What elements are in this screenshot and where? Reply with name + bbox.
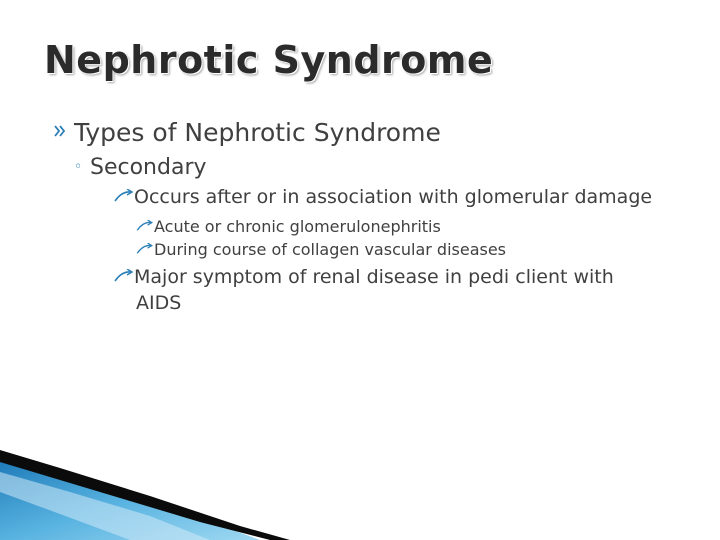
bullet-level3-b-continuation: AIDS	[136, 292, 182, 314]
bullet-level2-text: Secondary	[90, 155, 207, 180]
bullet-level1	[54, 118, 441, 147]
slide-title: Nephrotic Syndrome	[44, 38, 494, 82]
curved-arrow-icon	[136, 217, 154, 236]
curved-arrow-icon	[114, 266, 134, 288]
bullet-level3-b-text: Major symptom of renal disease in pedi client with	[134, 266, 614, 288]
bullet-level3-a-text: Occurs after or in association with glomerular damage	[134, 186, 653, 208]
bullet-level4-b	[136, 240, 506, 259]
bullet-level3-a	[114, 186, 652, 208]
bullet-level2	[74, 155, 207, 180]
hollow-circle-icon: ◦	[74, 159, 83, 175]
curved-arrow-icon	[114, 186, 134, 208]
bullet-level4-a	[136, 217, 441, 236]
bullet-level1-text: Types of Nephrotic Syndrome	[74, 118, 441, 147]
curved-arrow-icon	[136, 240, 154, 259]
bullet-level3-b	[114, 266, 614, 288]
bullet-level4-b-text: During course of collagen vascular diseases	[154, 240, 507, 259]
bullet-level4-a-text: Acute or chronic glomerulonephritis	[154, 217, 441, 236]
double-chevron-icon	[54, 125, 74, 141]
